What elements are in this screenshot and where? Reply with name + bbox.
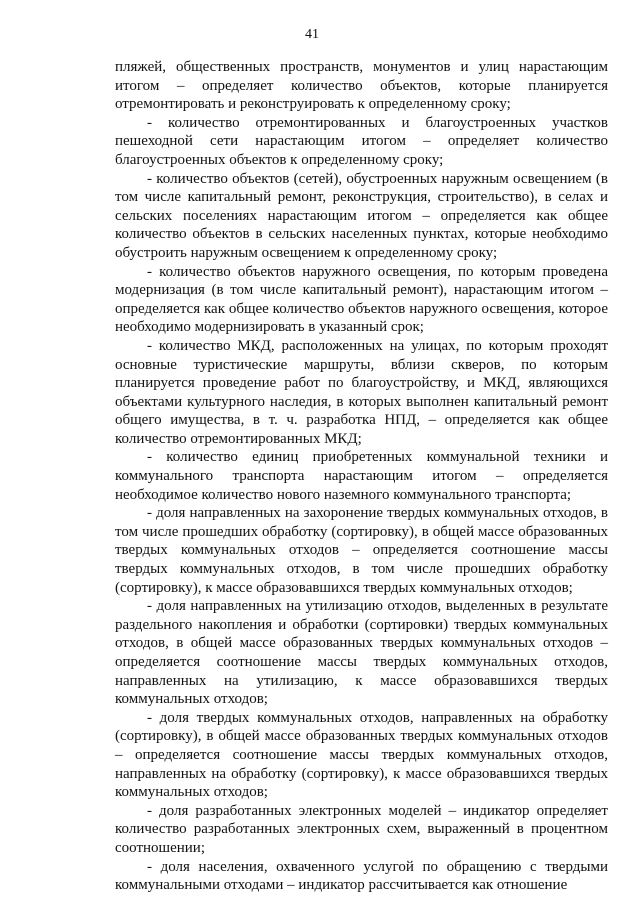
document-body xyxy=(115,58,608,895)
paragraph: - количество объектов (сетей), обустроенных наружным освещением (в том числе капитальный ремонт, реконструкция, строительство), в селах и сельских поселениях нарастающим итогом – определяется как общее количество объектов в сельских населенных пунктах, которые необходимо обустроить наружным освещением к определенному сроку; xyxy=(115,170,608,261)
paragraph: - количество отремонтированных и благоустроенных участков пешеходной сети нарастающим итогом – определяет количество благоустроенных объектов к определенному сроку; xyxy=(115,114,608,168)
paragraph: - количество МКД, расположенных на улицах, по которым проходят основные туристические маршруты, вблизи скверов, по которым планируется проведение работ по благоустройству, и МКД, являющихся объектами культурного наследия, в которых выполнен капитальный ремонт общего имущества, в т. ч. разработка НПД, – определяется как общее количество отремонтированных МКД; xyxy=(115,337,608,447)
paragraph: - доля населения, охваченного услугой по обращению с твердыми коммунальными отходами – индикатор рассчитывается как отношение xyxy=(115,858,608,894)
paragraph: пляжей, общественных пространств, монументов и улиц нарастающим итогом – определяет количество объектов, которые планируется отремонтировать и реконструировать к определенному сроку; xyxy=(115,59,608,113)
paragraph: - количество единиц приобретенных коммунальной техники и коммунального транспорта нарастающим итогом – определяется необходимое количество нового наземного коммунального транспорта; xyxy=(115,449,608,503)
paragraph: - количество объектов наружного освещения, по которым проведена модернизация (в том числе капитальный ремонт), нарастающим итогом – определяется как общее количество объектов наружного освещения, которое необходимо модернизировать в указанный срок; xyxy=(115,263,608,336)
page-number: 41 xyxy=(305,27,319,42)
paragraph: - доля направленных на утилизацию отходов, выделенных в результате раздельного накопления и обработки (сортировки) твердых коммунальных отходов, в общей массе образованных твердых коммунальных отходов – определяется соотношение массы твердых коммунальных отходов, направленных на утилизацию, к массе образовавшихся твердых коммунальных отходов; xyxy=(115,598,608,708)
paragraph: - доля твердых коммунальных отходов, направленных на обработку (сортировку), в общей массе образованных твердых коммунальных отходов – определяется соотношение массы твердых коммунальных отходов, направленных на обработку (сортировку), к массе образовавшихся твердых коммунальных отходов; xyxy=(115,709,608,801)
paragraph: - доля разработанных электронных моделей – индикатор определяет количество разработанных электронных схем, выраженный в процентном соотношении; xyxy=(115,802,608,856)
paragraph: - доля направленных на захоронение твердых коммунальных отходов, в том числе прошедших обработку (сортировку), в общей массе образованных твердых коммунальных отходов – определяется соотношение массы твердых коммунальных отходов, в том числе прошедших обработку (сортировку), к массе образовавшихся твердых коммунальных отходов; xyxy=(115,505,608,596)
